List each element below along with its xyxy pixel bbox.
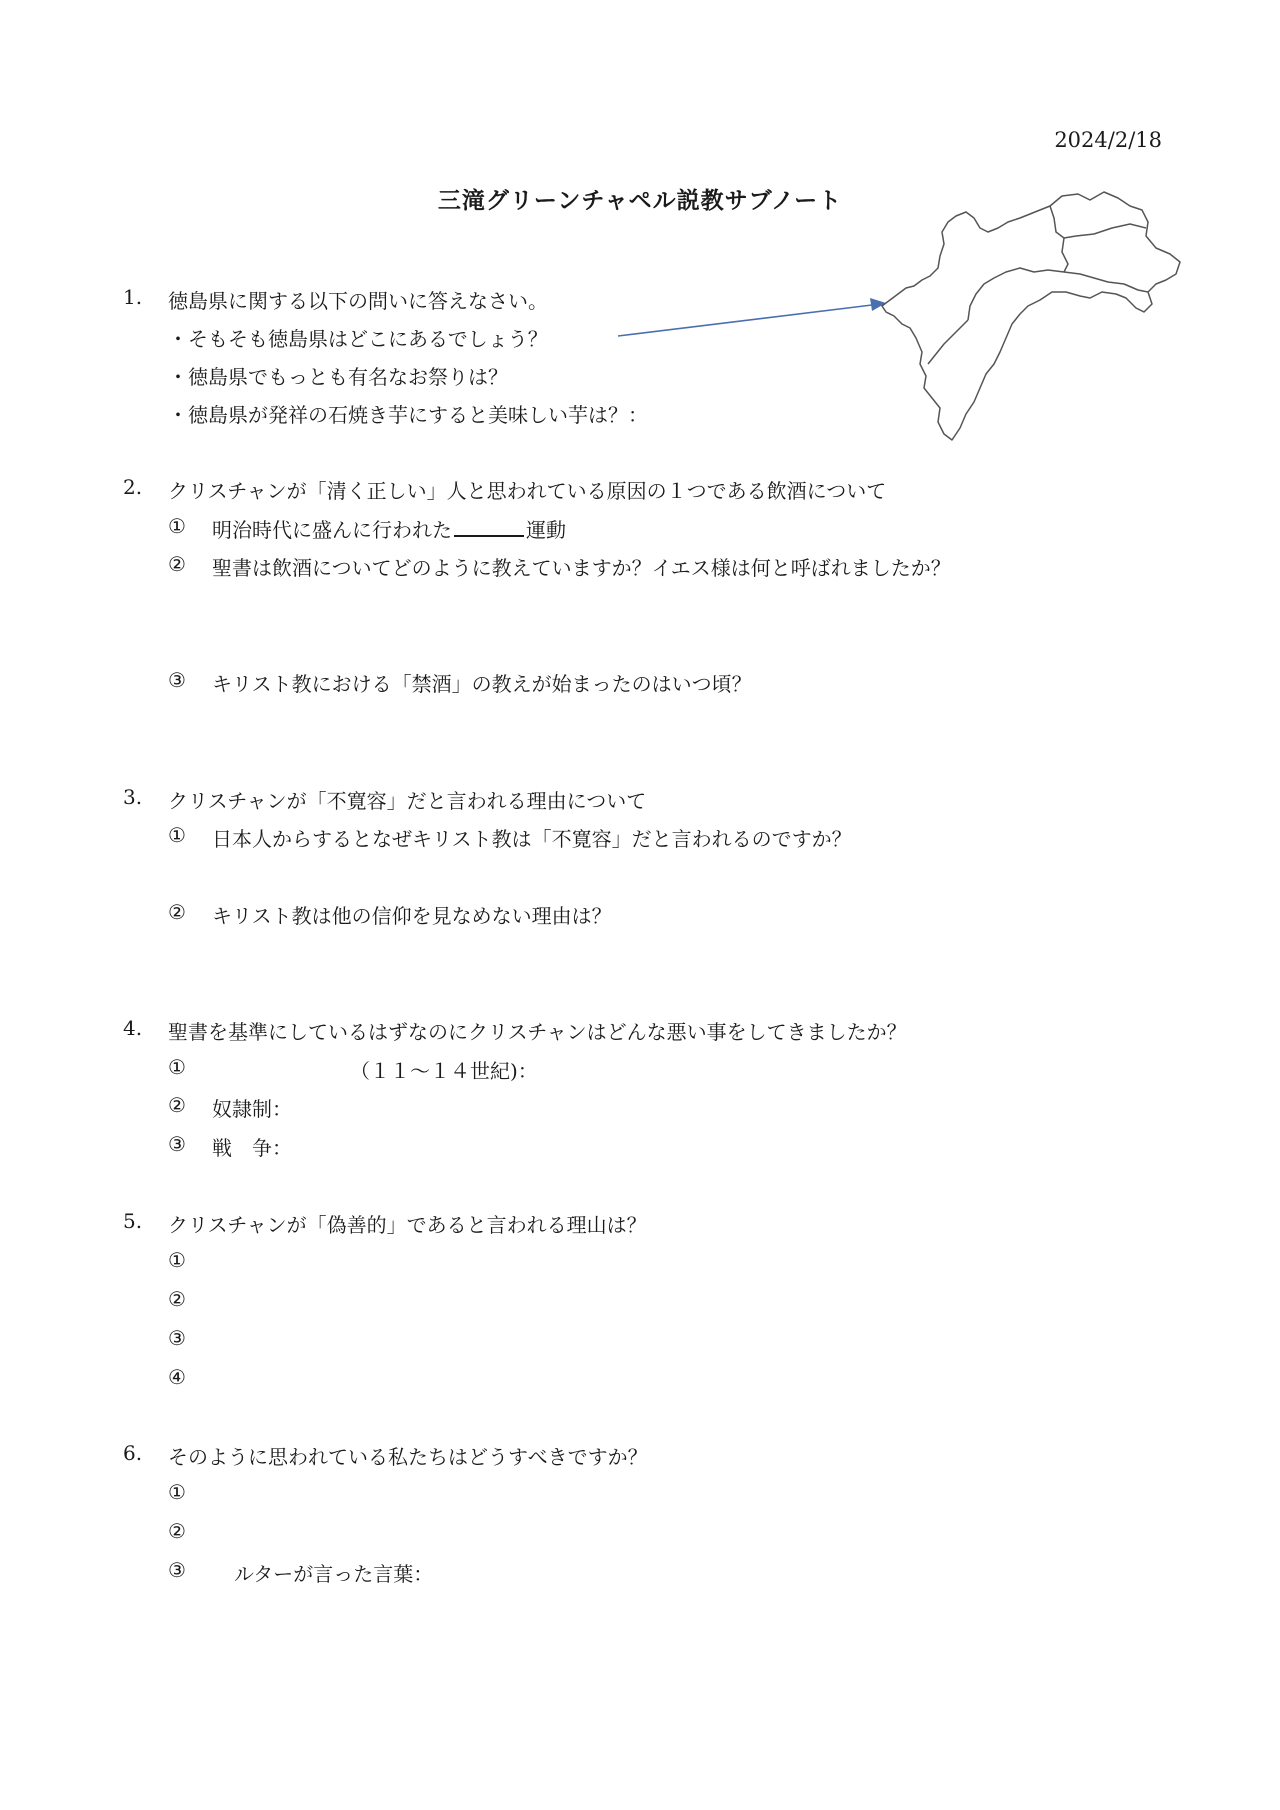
document-date: 2024/2/18 (1054, 128, 1162, 152)
q6-item-1-mark: ① (168, 1480, 186, 1504)
q3-item-2: キリスト教は他の信仰を見なめない理由は？ (212, 904, 612, 928)
q1-item-3: ・徳島県が発祥の石焼き芋にすると美味しい芋は？： (168, 403, 648, 427)
q2-item-1-pre: 明治時代に盛んに行われた (212, 518, 452, 542)
q3-item-1: 日本人からするとなぜキリスト教は「不寛容」だと言われるのですか？ (212, 827, 852, 851)
q2-item-1-mark: ① (168, 514, 186, 538)
q1-item-1: ・そもそも徳島県はどこにあるでしょう？ (168, 327, 548, 351)
q4-item-3-mark: ③ (168, 1132, 186, 1156)
q2-item-3-mark: ③ (168, 668, 186, 692)
q4-item-1-mark: ① (168, 1055, 186, 1079)
q2-number: 2. (123, 475, 143, 499)
q5-item-2-mark: ② (168, 1287, 186, 1311)
q3-text: クリスチャンが「不寛容」だと言われる理由について (168, 789, 647, 813)
q6-item-3: ルターが言った言葉： (234, 1562, 434, 1586)
q6-item-2-mark: ② (168, 1519, 186, 1543)
document-title: 三滝グリーンチャペル説教サブノート (437, 187, 843, 214)
fill-in-blank[interactable] (454, 517, 524, 537)
q1-item-2: ・徳島県でもっとも有名なお祭りは？ (168, 365, 508, 389)
q3-item-2-mark: ② (168, 900, 186, 924)
q2-text: クリスチャンが「清く正しい」人と思われている原因の１つである飲酒について (168, 479, 887, 503)
shikoku-map-icon (880, 188, 1220, 448)
q2-item-2-mark: ② (168, 552, 186, 576)
q5-item-1-mark: ① (168, 1248, 186, 1272)
q5-text: クリスチャンが「偽善的」であると言われる理山は？ (168, 1213, 647, 1237)
q5-item-3-mark: ③ (168, 1326, 186, 1350)
q3-number: 3. (123, 785, 143, 809)
q2-item-3: キリスト教における「禁酒」の教えが始まったのはいつ頃？ (212, 672, 752, 696)
q4-item-2-mark: ② (168, 1093, 186, 1117)
q2-item-1 (212, 514, 566, 543)
q4-item-3: 戦 争： (212, 1136, 292, 1160)
q4-text: 聖書を基準にしているはずなのにクリスチャンはどんな悪い事をしてきましたか？ (168, 1020, 907, 1044)
q4-item-2: 奴隷制： (212, 1097, 292, 1121)
q3-item-1-mark: ① (168, 823, 186, 847)
q2-item-2: 聖書は飲酒についてどのように教えていますか？イエス様は何と呼ばれましたか？ (212, 556, 951, 580)
q2-item-1-post: 運動 (526, 518, 566, 542)
q5-item-4-mark: ④ (168, 1365, 186, 1389)
q4-item-1: （１１～１４世紀)： (350, 1059, 538, 1083)
q1-number: 1. (123, 285, 143, 309)
q4-number: 4. (123, 1016, 143, 1040)
q6-number: 6. (123, 1441, 143, 1465)
q6-item-3-mark: ③ (168, 1558, 186, 1582)
q1-text: 徳島県に関する以下の問いに答えなさい。 (168, 289, 548, 313)
q6-text: そのように思われている私たちはどうすべきですか？ (168, 1445, 648, 1469)
q5-number: 5. (123, 1209, 143, 1233)
